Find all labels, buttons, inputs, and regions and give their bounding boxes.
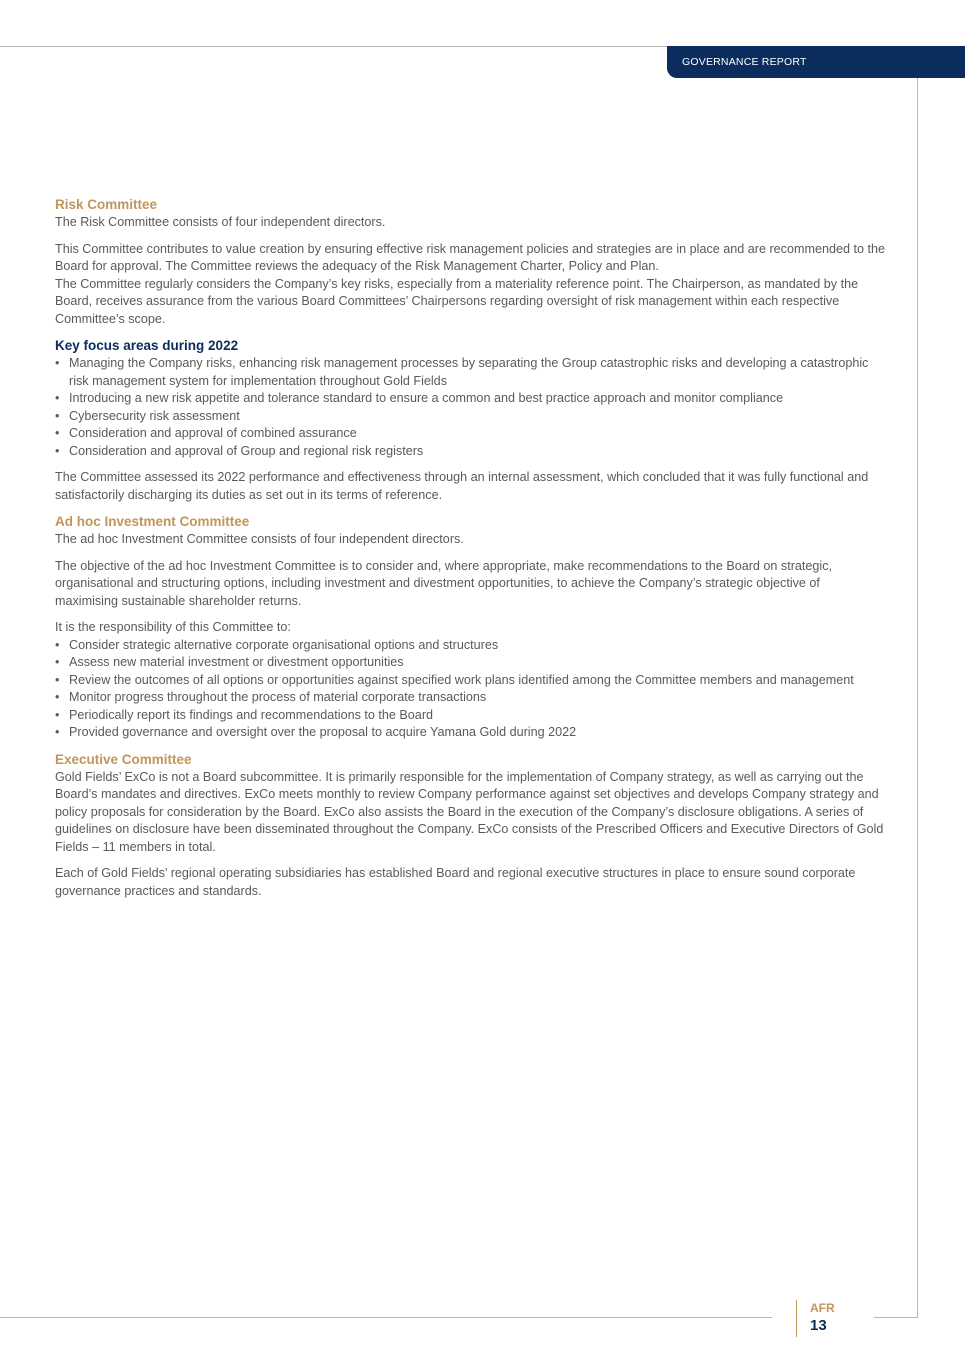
adhoc-objective-para: The objective of the ad hoc Investment Committee is to consider and, where appropriate, make recommendations to the Board on strategic, organisational and structuring options, including investment and divestment opportunities, to achieve the Company’s strategic objective of maximising sustainable shareholder returns. xyxy=(55,558,833,608)
list-item: • Assess new material investment or divestment opportunities xyxy=(55,654,885,672)
page-footer xyxy=(796,1300,835,1337)
bottom-rule-left xyxy=(0,1317,772,1318)
adhoc-responsibility-intro: It is the responsibility of this Committee to: xyxy=(55,620,291,634)
risk-assessment-para: The Committee assessed its 2022 performance and effectiveness through an internal assessment, which concluded that it was fully functional and satisfactorily discharging its duties as set out in its terms of reference. xyxy=(55,470,869,502)
report-label: AFR xyxy=(810,1301,835,1315)
page-number: 13 xyxy=(810,1317,827,1334)
section-tab xyxy=(667,46,965,78)
executive-committee-heading: Executive Committee xyxy=(55,751,192,767)
exco-para-2: Each of Gold Fields’ regional operating subsidiaries has established Board and regional executive structures in place to ensure sound corporate governance practices and standards. xyxy=(55,866,856,898)
list-item: • Consideration and approval of combined assurance xyxy=(55,425,885,443)
main-content xyxy=(55,196,885,909)
list-item: • Cybersecurity risk assessment xyxy=(55,408,885,426)
list-item: • Provided governance and oversight over the proposal to acquire Yamana Gold during 2022 xyxy=(55,724,885,742)
list-item: • Consideration and approval of Group and regional risk registers xyxy=(55,443,885,461)
risk-committee-heading: Risk Committee xyxy=(55,197,158,212)
list-item: • Introducing a new risk appetite and tolerance standard to ensure a common and best practice approach and monitor compliance xyxy=(55,390,885,408)
risk-committee-intro: The Risk Committee consists of four independent directors. xyxy=(55,215,386,229)
adhoc-committee-intro: The ad hoc Investment Committee consists of four independent directors. xyxy=(55,532,464,546)
list-item: • Consider strategic alternative corporate organisational options and structures xyxy=(55,637,885,655)
list-item: • Managing the Company risks, enhancing risk management processes by separating the Group catastrophic risks and developing a catastrophic risk management system for implementation throughout Gold Fields xyxy=(55,355,885,390)
adhoc-responsibility-list xyxy=(55,637,885,742)
risk-committee-para-1: This Committee contributes to value creation by ensuring effective risk management policies and strategies are in place and are recommended to the Board for approval. The Committee reviews the adequacy of the Risk Management Charter, Policy and Plan. xyxy=(55,241,885,273)
adhoc-committee-heading: Ad hoc Investment Committee xyxy=(55,514,250,529)
key-focus-list xyxy=(55,355,885,460)
section-tab-label: GOVERNANCE REPORT xyxy=(682,56,807,68)
risk-committee-para-2: The Committee regularly considers the Company’s key risks, especially from a materiality reference point. The Chairperson, as mandated by the Board, receives assurance from the various Board Committees’ Chairpersons regarding oversight of risk management within each respective Committee’s scope. xyxy=(55,276,859,326)
list-item: • Review the outcomes of all options or opportunities against specified work plans identified among the Committee members and management xyxy=(55,672,885,690)
key-focus-heading: Key focus areas during 2022 xyxy=(55,338,239,353)
exco-para-1: Gold Fields’ ExCo is not a Board subcommittee. It is primarily responsible for the implementation of Company strategy, as well as carrying out the Board’s mandates and directives. ExCo meets monthly to review Company performance against set objectives and develops Company strategy and policy proposals for consideration by the Board. ExCo also assists the Board in the execution of the Company’s disclosure obligations. A series of guidelines on disclosure have been disseminated throughout the Company. ExCo consists of the Prescribed Officers and Executive Directors of Gold Fields – 11 members in total. xyxy=(55,769,884,854)
bottom-rule-right xyxy=(874,1317,918,1318)
right-rule xyxy=(917,46,918,1318)
list-item: • Periodically report its findings and recommendations to the Board xyxy=(55,707,885,725)
list-item: • Monitor progress throughout the process of material corporate transactions xyxy=(55,689,885,707)
